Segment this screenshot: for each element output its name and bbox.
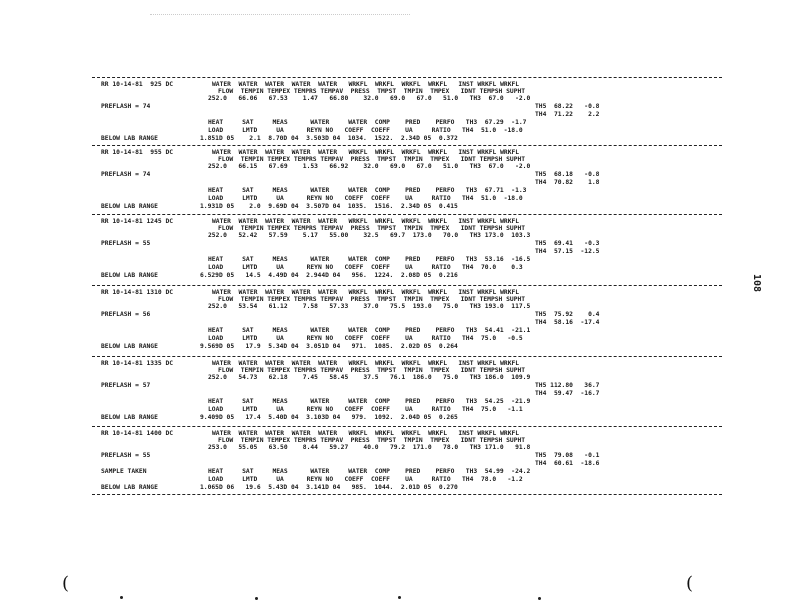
- page-number: 108: [751, 274, 762, 293]
- values-row-1: 252.0 54.73 62.18 7.45 58.45 37.5 76.1 186.0 75.0 TH3 186.0 109.9: [208, 374, 531, 381]
- binding-mark-right: (: [686, 573, 694, 594]
- values-row-2: 9.409D 05 17.4 5.40D 04 3.103D 04 979. 1092. 2.04D 05 0.265: [200, 414, 458, 421]
- th-row: TH4 57.15 -12.5: [535, 248, 600, 255]
- header-row-3: HEAT SAT MEAS WATER WATER COMP PRED PERFO TH3 53.16 -16.5: [208, 256, 531, 263]
- header-row-4: LOAD LMTD UA REYN NO COEFF COEFF UA RATIO TH4 75.0 -0.5: [208, 335, 523, 342]
- th-row: TH4 59.47 -16.7: [535, 390, 600, 397]
- range-label: BELOW LAB RANGE: [101, 272, 158, 279]
- run-id: RR 10-14-81 1310 DC: [101, 289, 174, 296]
- header-row-3: HEAT SAT MEAS WATER WATER COMP PRED PERFO TH3 67.29 -1.7: [208, 119, 527, 126]
- header-row-3: HEAT SAT MEAS WATER WATER COMP PRED PERFO TH3 54.41 -21.1: [208, 327, 531, 334]
- header-row-3: HEAT SAT MEAS WATER WATER COMP PRED PERFO TH3 67.71 -1.3: [208, 187, 527, 194]
- dashed-rule: [92, 145, 722, 146]
- values-row-1: 252.0 66.06 67.53 1.47 66.80 32.0 69.0 67.0 51.0 TH3 67.0 -2.0: [208, 95, 531, 102]
- th-row: TH5 79.08 -0.1: [535, 452, 600, 459]
- th-row: TH4 60.61 -18.6: [535, 460, 600, 467]
- values-row-1: 252.0 53.54 61.12 7.58 57.33 37.0 75.5 193.0 75.0 TH3 193.0 117.5: [208, 303, 531, 310]
- header-row-1: WATER WATER WATER WATER WATER WRKFL WRKFL WRKFL WRKFL INST WRKFL WRKFL: [212, 149, 520, 156]
- header-row-1: WATER WATER WATER WATER WATER WRKFL WRKFL WRKFL WRKFL INST WRKFL WRKFL: [212, 218, 520, 225]
- dashed-rule: [92, 77, 722, 78]
- binding-mark-left: (: [62, 573, 70, 594]
- run-id: RR 10-14-81 925 DC: [101, 81, 174, 88]
- sample-label: SAMPLE TAKEN: [101, 468, 147, 475]
- th-row: TH4 71.22 2.2: [535, 111, 600, 118]
- preflash-label: PREFLASH = 74: [101, 171, 151, 178]
- header-row-4: LOAD LMTD UA REYN NO COEFF COEFF UA RATIO TH4 70.0 0.3: [208, 264, 523, 271]
- header-row-2: FLOW TEMPIN TEMPEX TEMPRS TEMPAV PRESS TMPST TMPIN TMPEX IDNT TEMPSH SUPHT: [218, 88, 526, 95]
- th-row: TH4 70.82 1.8: [535, 179, 600, 186]
- th-row: TH5 112.80 36.7: [535, 382, 600, 389]
- preflash-label: PREFLASH = 56: [101, 311, 151, 318]
- speck: [255, 597, 258, 600]
- th-row: TH5 68.18 -0.8: [535, 171, 600, 178]
- th-row: TH5 69.41 -0.3: [535, 240, 600, 247]
- values-row-2: 1.851D 05 2.1 8.70D 04 3.503D 04 1034. 1522. 2.34D 05 0.372: [200, 135, 458, 142]
- preflash-label: PREFLASH = 57: [101, 382, 151, 389]
- speck: [120, 596, 123, 599]
- range-label: BELOW LAB RANGE: [101, 414, 158, 421]
- preflash-label: PREFLASH = 74: [101, 103, 151, 110]
- range-label: BELOW LAB RANGE: [101, 203, 158, 210]
- header-row-1: WATER WATER WATER WATER WATER WRKFL WRKFL WRKFL WRKFL INST WRKFL WRKFL: [212, 289, 520, 296]
- header-row-4: LOAD LMTD UA REYN NO COEFF COEFF UA RATIO TH4 51.0 -18.0: [208, 127, 523, 134]
- th-row: TH5 68.22 -0.8: [535, 103, 600, 110]
- header-row-2: FLOW TEMPIN TEMPEX TEMPRS TEMPAV PRESS TMPST TMPIN TMPEX IDNT TEMPSH SUPHT: [218, 367, 526, 374]
- range-label: BELOW LAB RANGE: [101, 343, 158, 350]
- speck: [538, 597, 541, 600]
- dashed-rule: [92, 356, 722, 357]
- preflash-label: PREFLASH = 55: [101, 240, 151, 247]
- dashed-rule: [92, 285, 722, 286]
- run-id: RR 10-14-81 1245 DC: [101, 218, 174, 225]
- dashed-rule: [92, 494, 722, 495]
- header-row-3: HEAT SAT MEAS WATER WATER COMP PRED PERFO TH3 54.25 -21.9: [208, 398, 531, 405]
- values-row-1: 253.0 55.05 63.50 8.44 59.27 40.0 79.2 171.0 78.0 TH3 171.0 91.8: [208, 444, 531, 451]
- header-row-1: WATER WATER WATER WATER WATER WRKFL WRKFL WRKFL WRKFL INST WRKFL WRKFL: [212, 430, 520, 437]
- values-row-2: 9.569D 05 17.9 5.34D 04 3.051D 04 971. 1085. 2.02D 05 0.264: [200, 343, 458, 350]
- values-row-2: 1.065D 06 19.6 5.43D 04 3.141D 04 985. 1044. 2.01D 05 0.270: [200, 484, 458, 491]
- header-row-4: LOAD LMTD UA REYN NO COEFF COEFF UA RATIO TH4 51.0 -18.0: [208, 195, 523, 202]
- th-row: TH5 75.92 0.4: [535, 311, 600, 318]
- header-row-2: FLOW TEMPIN TEMPEX TEMPRS TEMPAV PRESS TMPST TMPIN TMPEX IDNT TEMPSH SUPHT: [218, 437, 526, 444]
- header-row-2: FLOW TEMPIN TEMPEX TEMPRS TEMPAV PRESS TMPST TMPIN TMPEX IDNT TEMPSH SUPHT: [218, 225, 526, 232]
- header-row-2: FLOW TEMPIN TEMPEX TEMPRS TEMPAV PRESS TMPST TMPIN TMPEX IDNT TEMPSH SUPHT: [218, 296, 526, 303]
- run-id: RR 10-14-81 1400 DC: [101, 430, 174, 437]
- values-row-2: 1.931D 05 2.0 9.69D 04 3.507D 04 1035. 1516. 2.34D 05 0.415: [200, 203, 458, 210]
- run-id: RR 10-14-81 955 DC: [101, 149, 174, 156]
- header-row-1: WATER WATER WATER WATER WATER WRKFL WRKFL WRKFL WRKFL INST WRKFL WRKFL: [212, 360, 520, 367]
- dashed-rule: [92, 214, 722, 215]
- faint-top-rule: [150, 14, 410, 16]
- header-row-1: WATER WATER WATER WATER WATER WRKFL WRKFL WRKFL WRKFL INST WRKFL WRKFL: [212, 81, 520, 88]
- values-row-1: 252.0 52.42 57.59 5.17 55.00 32.5 69.7 173.0 70.0 TH3 173.0 103.3: [208, 232, 531, 239]
- range-label: BELOW LAB RANGE: [101, 484, 158, 491]
- values-row-1: 252.0 66.15 67.69 1.53 66.92 32.0 69.0 67.0 51.0 TH3 67.0 -2.0: [208, 163, 531, 170]
- range-label: BELOW LAB RANGE: [101, 135, 158, 142]
- th-row: TH4 58.16 -17.4: [535, 319, 600, 326]
- preflash-label: PREFLASH = 55: [101, 452, 151, 459]
- speck: [398, 596, 401, 599]
- header-row-2: FLOW TEMPIN TEMPEX TEMPRS TEMPAV PRESS TMPST TMPIN TMPEX IDNT TEMPSH SUPHT: [218, 156, 526, 163]
- header-row-4: LOAD LMTD UA REYN NO COEFF COEFF UA RATIO TH4 75.0 -1.1: [208, 406, 523, 413]
- values-row-2: 6.529D 05 14.5 4.49D 04 2.944D 04 956. 1224. 2.08D 05 0.216: [200, 272, 458, 279]
- header-row-3: HEAT SAT MEAS WATER WATER COMP PRED PERFO TH3 54.99 -24.2: [208, 468, 531, 475]
- header-row-4: LOAD LMTD UA REYN NO COEFF COEFF UA RATIO TH4 78.0 -1.2: [208, 476, 523, 483]
- dashed-rule: [92, 426, 722, 427]
- run-id: RR 10-14-81 1335 DC: [101, 360, 174, 367]
